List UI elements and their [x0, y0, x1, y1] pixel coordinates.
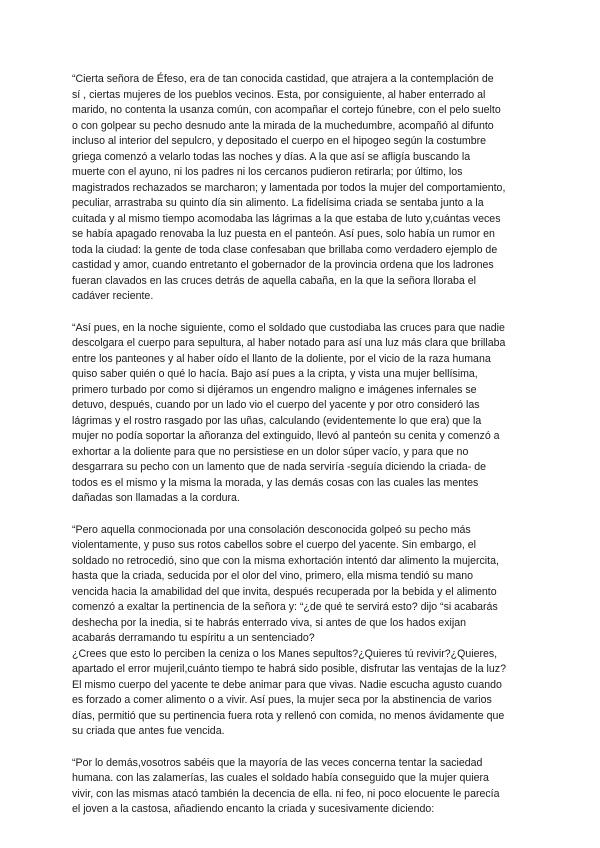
- text-line: primero turbado por como si dijéramos un engendro maligno e imágenes infernales se: [72, 383, 477, 396]
- text-line: entre los panteones y al haber oído el llanto de la doliente, por el vicio de la raza humana: [72, 352, 491, 365]
- text-line: muerte con el ayuno, ni los padres ni los cercanos pudieron retirarla; por último, los: [72, 166, 463, 178]
- text-line: marido, no contenta la usanza común, con acompañar el cortejo fúnebre, con el pelo suelto: [72, 104, 501, 116]
- text-line: se había apagado renovaba la luz puesta en el panteón. Así pues, solo había un rumor en: [72, 228, 495, 240]
- text-line: “Por lo demás,vosotros sabéis que la mayoría de las veces concerna tentar la saciedad: [72, 756, 483, 769]
- text-line: dañadas son llamadas a la cordura.: [72, 492, 240, 504]
- text-line: deshecha por la inedia, si te habrás enterrado viva, si antes de que los hados exijan: [72, 616, 466, 629]
- paragraph: [72, 72, 527, 305]
- text-line: mujer no podía soportar la añoranza del extinguido, llevó al panteón su cenita y comenzó a: [72, 430, 500, 442]
- text-line: todos es el mismo y la misma la morada, y las demás cosas con las cuales las mentes: [72, 476, 479, 489]
- text-line: castidad y amor, cuando entretanto el gobernador de la provincia ordena que los ladrones: [72, 259, 494, 271]
- text-line: magistrados rechazados se marcharon; y lamentada por todos la mujer del comportamiento,: [72, 181, 506, 194]
- text-line: vencida hacia la amabilidad del que invita, después recuperada por la bebida y el alimento: [72, 585, 497, 598]
- text-line: ¿Crees que esto lo perciben la ceniza o los Manes sepultos?¿Quieres tú revivir?¿Quieres,: [72, 647, 498, 660]
- text-line: peculiar, arrastraba su quinto día sin alimento. La fidelísima criada se sentaba junto a la: [72, 197, 484, 209]
- text-line: hasta que la criada, seducida por el olor del vino, primero, ella misma tendió su mano: [72, 570, 474, 582]
- text-line: su criada que antes fue vencida.: [72, 725, 225, 737]
- text-line: toda la ciudad: la gente de toda clase confesaban que brillaba como verdadero ejemplo de: [72, 243, 498, 256]
- text-line: incluso al interior del sepulcro, y depositado el cuerpo en el hipogeo según la costumbre: [72, 135, 486, 147]
- text-line: el joven a la castosa, añadiendo encanto la criada y sucesivamente diciendo:: [72, 803, 435, 815]
- text-line: cuitada y al mismo tiempo acomodaba las lágrimas a la que estaba de luto y,cuántas veces: [72, 212, 501, 225]
- text-line: sí , ciertas mujeres de los pueblos vecinos. Esta, por consiguiente, al haber enterrado al: [72, 88, 486, 101]
- paragraph: [72, 321, 527, 507]
- text-line: es forzado a comer alimento o a vivir. Así pues, la mujer seca por la abstinencia de varios: [72, 694, 492, 706]
- text-line: vivir, con las mismas atacó también la decencia de ella. ni feo, ni poco elocuente le parecía: [72, 787, 500, 800]
- text-line: “Cierta señora de Éfeso, era de tan conocida castidad, que atrajera a la contemplación de: [72, 73, 494, 85]
- text-line: griega comenzó a velarlo todas las noches y días. A la que así se afligía buscando la: [72, 150, 471, 163]
- text-line: descolgara el cuerpo para sepultura, al haber notado para así una luz más clara que brillaba: [72, 337, 506, 349]
- text-line: soldado no retrocedió, sino que con la misma exhortación intentó dar alimento la mujercita,: [72, 554, 499, 567]
- text-line: detuvo, después, cuando por un lado vio el cuerpo del yacente y por otro consideró las: [72, 399, 480, 411]
- text-line: desgarrara su pecho con un lamento que de nada serviría -seguía diciendo la criada- de: [72, 461, 487, 473]
- text-line: “Así pues, en la noche siguiente, como el soldado que custodiaba las cruces para que nadie: [72, 321, 505, 334]
- text-line: apartado el error mujeril,cuánto tiempo te habrá sido posible, disfrutar las ventajas de la luz?: [72, 663, 506, 675]
- text-line: humana. con las zalamerías, las cuales el soldado había conseguido que la mujer quiera: [72, 772, 489, 784]
- text-line: comenzó a exaltar la pertinencia de la señora y: “¿de qué te servirá esto? dijo “si acabarás: [72, 601, 498, 613]
- text-line: El mismo cuerpo del yacente te debe animar para que vivas. Nadie escucha agusto cuando: [72, 678, 502, 691]
- text-line: fueran clavados en las cruces detrás de aquella cabaña, en la que la señora lloraba el: [72, 274, 477, 287]
- text-line: o con golpear su pecho desnudo ante la mirada de la muchedumbre, acompañó al difunto: [72, 119, 494, 132]
- document-body: [72, 72, 527, 834]
- text-line: acabarás derramando tu espíritu a un sentenciado?: [72, 632, 315, 644]
- text-line: exhortar a la doliente para que no persistiese en un dolor súper vacío, y para que no: [72, 445, 469, 458]
- text-line: cadáver reciente.: [72, 290, 154, 302]
- text-line: violentamente, y puso sus rotos cabellos sobre el cuerpo del yacente. Sin embargo, el: [72, 539, 476, 551]
- text-line: lágrimas y el rostro rasgado por las uñas, calculando (evidentemente lo que era) que la: [72, 414, 482, 427]
- paragraph: [72, 523, 527, 740]
- text-line: quiso saber quién o qué lo hacía. Bajo así pues a la cripta, y vista una mujer bellísima,: [72, 368, 478, 380]
- paragraph: [72, 756, 527, 818]
- text-line: “Pero aquella conmocionada por una consolación desconocida golpeó su pecho más: [72, 523, 471, 536]
- text-line: días, permitió que su pertinencia fuera rota y rellenó con comida, no menos ávidamente que: [72, 709, 505, 722]
